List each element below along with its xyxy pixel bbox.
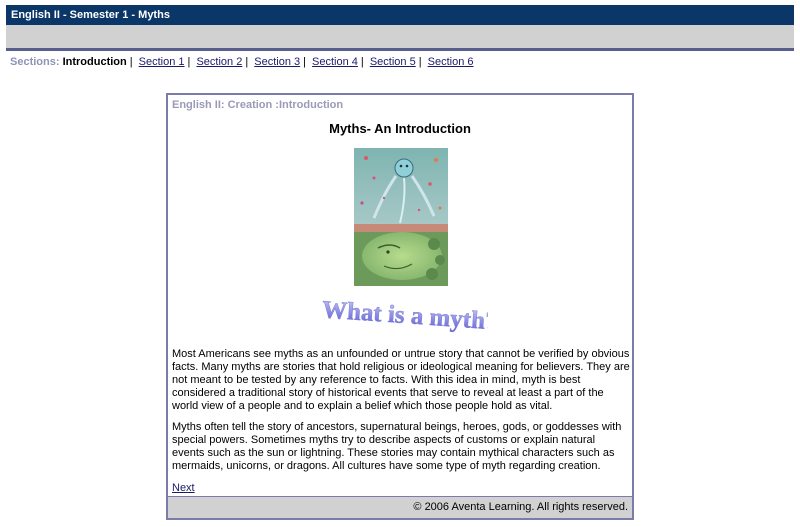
course-title-bar xyxy=(6,5,794,25)
section-link-2[interactable]: Section 2 xyxy=(196,56,243,68)
wordart-title xyxy=(318,295,488,335)
copyright-text: © 2006 Aventa Learning. All rights reserved. xyxy=(413,501,628,513)
nav-separator: | xyxy=(129,56,133,68)
breadcrumb: English II: Creation :Introduction xyxy=(172,99,344,111)
nav-separator: | xyxy=(245,56,249,68)
content-panel xyxy=(166,93,634,520)
section-nav xyxy=(10,55,474,69)
section-link-4[interactable]: Section 4 xyxy=(312,56,358,68)
nav-separator: | xyxy=(360,56,364,68)
intro-paragraph-1: Most Americans see myths as an unfounded or untrue story that cannot be verified by obvious facts. Many myths are stories that hold religious or ideological meaning for believers. They are not meant to be tested by any reference to facts. With this idea in mind, myth is best considered a traditional story of historical events that serve to reveal at least a part of the world view of a people and to explain a belief which those people hold as vital. xyxy=(172,348,630,412)
copyright-footer xyxy=(168,496,632,518)
nav-separator: | xyxy=(187,56,191,68)
nav-separator: | xyxy=(303,56,306,68)
section-current: Introduction xyxy=(62,56,127,68)
wordart-text: What is a myth? xyxy=(321,296,488,335)
section-link-3[interactable]: Section 3 xyxy=(254,56,301,68)
page-title: Myths- An Introduction xyxy=(329,121,471,136)
toolbar-strip xyxy=(6,25,794,48)
section-link-1[interactable]: Section 1 xyxy=(138,56,185,68)
intro-paragraph-2: Myths often tell the story of ancestors, supernatural beings, heroes, gods, or goddesses with special powers. Sometimes myths try to describe aspects of customs or explain natural events such as the sun or lightning. These stories may contain mythical characters such as mermaids, unicorns, or dragons. All cultures have some type of myth regarding creation. xyxy=(172,421,622,472)
next-link[interactable]: Next xyxy=(172,482,195,494)
sections-label: Sections: xyxy=(10,56,60,68)
myth-illustration xyxy=(354,148,448,286)
illustration-art xyxy=(354,148,448,286)
nav-separator: | xyxy=(418,56,422,68)
section-link-6[interactable]: Section 6 xyxy=(427,56,474,68)
section-link-5[interactable]: Section 5 xyxy=(369,56,416,68)
header-divider xyxy=(6,48,794,51)
what-is-a-myth-graphic xyxy=(318,295,488,335)
course-title: English II - Semester 1 - Myths xyxy=(11,9,170,21)
